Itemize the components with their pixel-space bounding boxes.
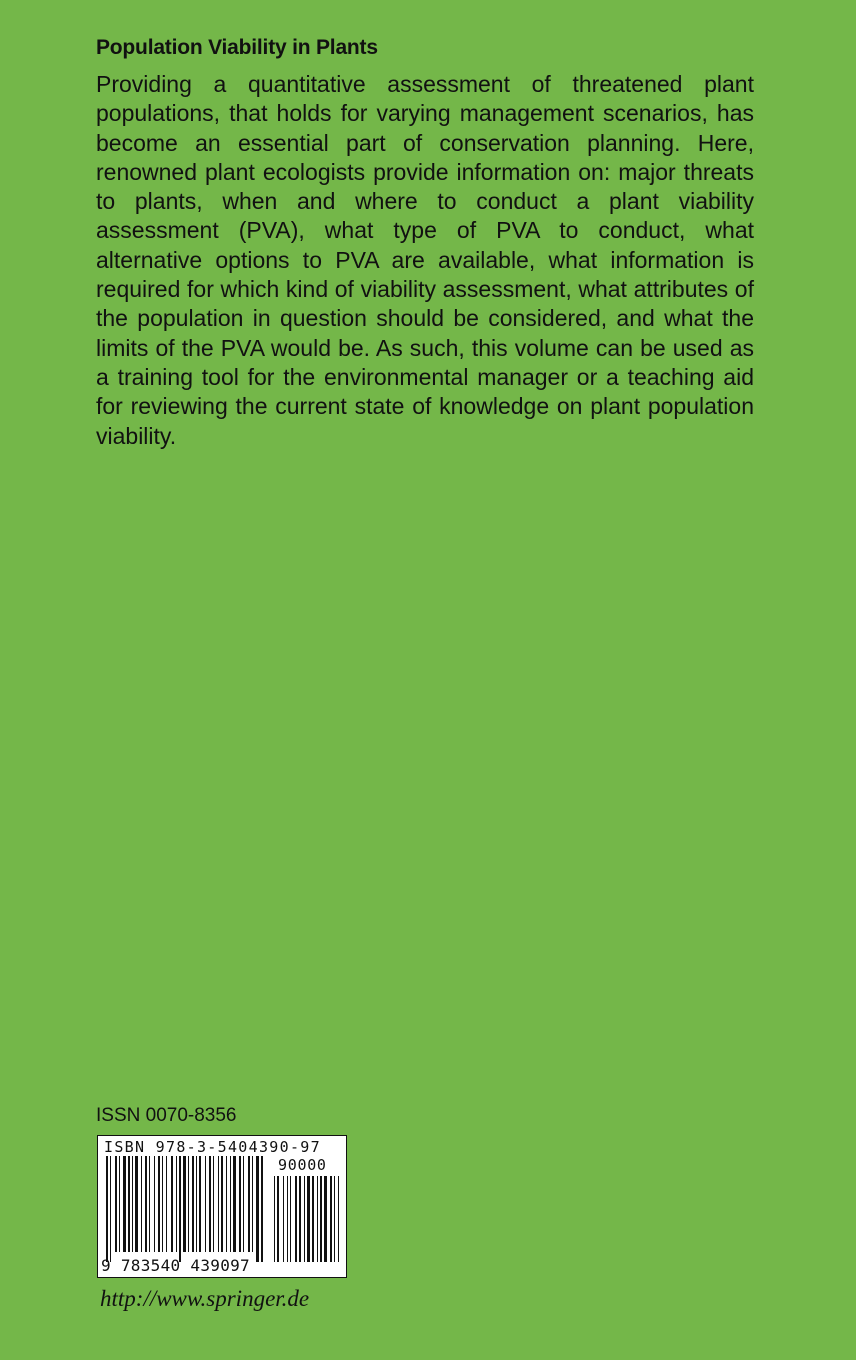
barcode-bar — [158, 1156, 160, 1252]
barcode-bar — [205, 1156, 206, 1252]
barcode-bar — [221, 1156, 223, 1252]
barcode-bar — [179, 1156, 181, 1262]
barcode-bar — [239, 1156, 241, 1252]
barcode-bar — [196, 1156, 197, 1252]
barcode-bar — [199, 1156, 201, 1252]
barcode-addon-bar — [320, 1176, 322, 1262]
barcode-bar — [128, 1156, 130, 1252]
barcode-bar — [123, 1156, 126, 1252]
barcode-addon-bar — [324, 1176, 327, 1262]
barcode-bar — [252, 1156, 253, 1252]
barcode-bar — [154, 1156, 155, 1252]
barcode-bar — [192, 1156, 194, 1252]
barcode-bar — [183, 1156, 186, 1252]
barcode-addon-digits: 90000 — [278, 1156, 327, 1174]
barcode-bar — [209, 1156, 211, 1252]
publisher-url: http://www.springer.de — [100, 1286, 310, 1311]
barcode-bar — [145, 1156, 147, 1252]
barcode-addon-bar — [290, 1176, 291, 1262]
barcode — [97, 1135, 347, 1278]
barcode-bar — [233, 1156, 236, 1252]
barcode-addon-bar — [299, 1176, 301, 1262]
barcode-bar — [115, 1156, 117, 1252]
barcode-addon-bar — [283, 1176, 284, 1262]
barcode-addon-bar — [334, 1176, 335, 1262]
barcode-bar — [243, 1156, 244, 1252]
barcode-addon-bar — [307, 1176, 310, 1262]
barcode-bar — [141, 1156, 142, 1252]
barcode-bar — [248, 1156, 250, 1252]
book-title: Population Viability in Plants — [96, 36, 378, 59]
barcode-bar — [218, 1156, 219, 1252]
barcode-bar — [119, 1156, 120, 1252]
barcode-bar — [162, 1156, 163, 1252]
barcode-bar — [135, 1156, 138, 1252]
barcode-bar — [106, 1156, 108, 1262]
barcode-bar — [188, 1156, 189, 1252]
barcode-addon-bar — [317, 1176, 318, 1262]
barcode-addon-bar — [295, 1176, 297, 1262]
barcode-bar — [230, 1156, 231, 1252]
barcode-bar — [213, 1156, 214, 1252]
barcode-bar — [176, 1156, 177, 1252]
barcode-bar — [261, 1156, 263, 1262]
barcode-addon-bar — [287, 1176, 288, 1262]
isbn-label: ISBN 978-3-5404390-97 — [104, 1138, 321, 1156]
barcode-addon-bar — [330, 1176, 332, 1262]
barcode-addon-bar — [304, 1176, 305, 1262]
book-description: Providing a quantitative assessment of threatened plant populations, that holds for varying management scenarios, has become an essential part of conservation planning. Here, renowned plant ecologists provide information on: major threats to plants, when and where to conduct a plant viability assessment (PVA), what type of PVA to conduct, what alternative options to PVA are available, what information is required for which kind of viability assessment, what attributes of the population in question should be considered, and what the limits of the PVA would be. As such, this volume can be used as a training tool for the environmental manager or a teaching aid for reviewing the current state of knowledge on plant population viability. — [96, 71, 754, 449]
barcode-bar — [110, 1156, 111, 1262]
barcode-bar — [149, 1156, 150, 1252]
barcode-bar — [171, 1156, 173, 1252]
barcode-addon-bar — [274, 1176, 275, 1262]
issn-label: ISSN 0070-8356 — [96, 1105, 237, 1126]
barcode-addon-bar — [338, 1176, 339, 1262]
barcode-bar — [256, 1156, 259, 1262]
barcode-addon-bar — [277, 1176, 279, 1262]
barcode-bar — [132, 1156, 133, 1252]
barcode-digits: 9 783540 439097 — [101, 1256, 250, 1275]
barcode-bar — [226, 1156, 227, 1252]
barcode-bar — [166, 1156, 167, 1252]
barcode-addon-bar — [312, 1176, 314, 1262]
